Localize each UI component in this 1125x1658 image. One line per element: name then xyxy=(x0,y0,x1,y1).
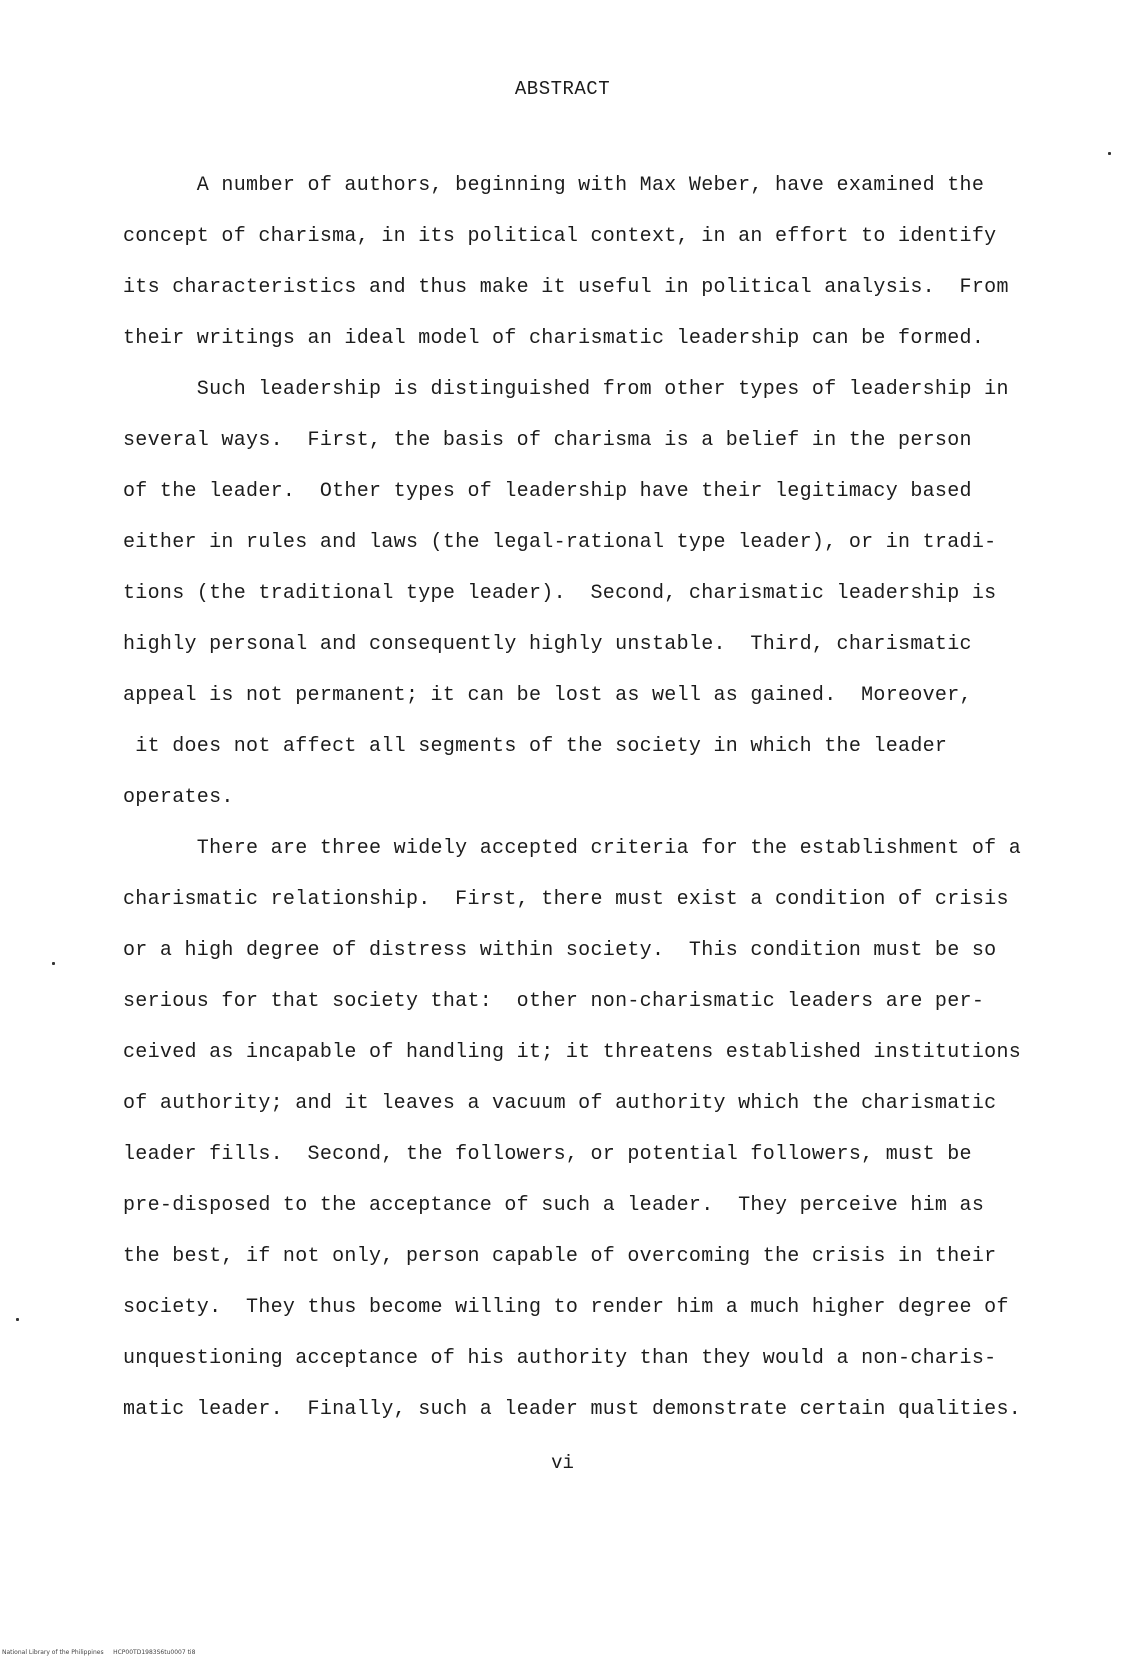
scan-speck xyxy=(16,1318,19,1321)
text-line: matic leader. Finally, such a leader must demonstrate certain qualities. xyxy=(123,1398,1022,1421)
text-line: pre-disposed to the acceptance of such a leader. They perceive him as xyxy=(123,1194,985,1217)
page-number: vi xyxy=(551,1452,574,1474)
text-line: society. They thus become willing to render him a much higher degree of xyxy=(123,1296,1009,1319)
text-line: charismatic relationship. First, there must exist a condition of crisis xyxy=(123,888,1009,911)
text-line: tions (the traditional type leader). Second, charismatic leadership is xyxy=(123,582,997,605)
text-line: ceived as incapable of handling it; it threatens established institutions xyxy=(123,1041,1022,1064)
text-line: A number of authors, beginning with Max Weber, have examined the xyxy=(123,174,985,197)
text-line: of authority; and it leaves a vacuum of authority which the charismatic xyxy=(123,1092,997,1115)
text-line: the best, if not only, person capable of overcoming the crisis in their xyxy=(123,1245,997,1268)
scan-speck xyxy=(1108,152,1111,155)
text-line: its characteristics and thus make it useful in political analysis. From xyxy=(123,276,1009,299)
text-line: several ways. First, the basis of charisma is a belief in the person xyxy=(123,429,972,452)
text-line: serious for that society that: other non-charismatic leaders are per- xyxy=(123,990,985,1013)
text-line: it does not affect all segments of the society in which the leader xyxy=(123,735,948,758)
text-line: Such leadership is distinguished from other types of leadership in xyxy=(123,378,1009,401)
text-line: leader fills. Second, the followers, or potential followers, must be xyxy=(123,1143,972,1166)
page-title: ABSTRACT xyxy=(514,78,611,100)
abstract-body xyxy=(123,160,1073,1435)
text-line: or a high degree of distress within society. This condition must be so xyxy=(123,939,997,962)
text-line: highly personal and consequently highly unstable. Third, charismatic xyxy=(123,633,972,656)
text-line: either in rules and laws (the legal-rational type leader), or in tradi- xyxy=(123,531,997,554)
text-line: their writings an ideal model of charismatic leadership can be formed. xyxy=(123,327,985,350)
scan-speck xyxy=(52,962,55,965)
text-line: There are three widely accepted criteria for the establishment of a xyxy=(123,837,1022,860)
text-line: appeal is not permanent; it can be lost as well as gained. Moreover, xyxy=(123,684,972,707)
text-line: operates. xyxy=(123,786,234,809)
text-line: concept of charisma, in its political context, in an effort to identify xyxy=(123,225,997,248)
scan-footer: National Library of the Philippines HCP00TD1983S6tu0007 ti8 xyxy=(2,1649,196,1656)
text-line: unquestioning acceptance of his authority than they would a non-charis- xyxy=(123,1347,997,1370)
text-line: of the leader. Other types of leadership have their legitimacy based xyxy=(123,480,972,503)
